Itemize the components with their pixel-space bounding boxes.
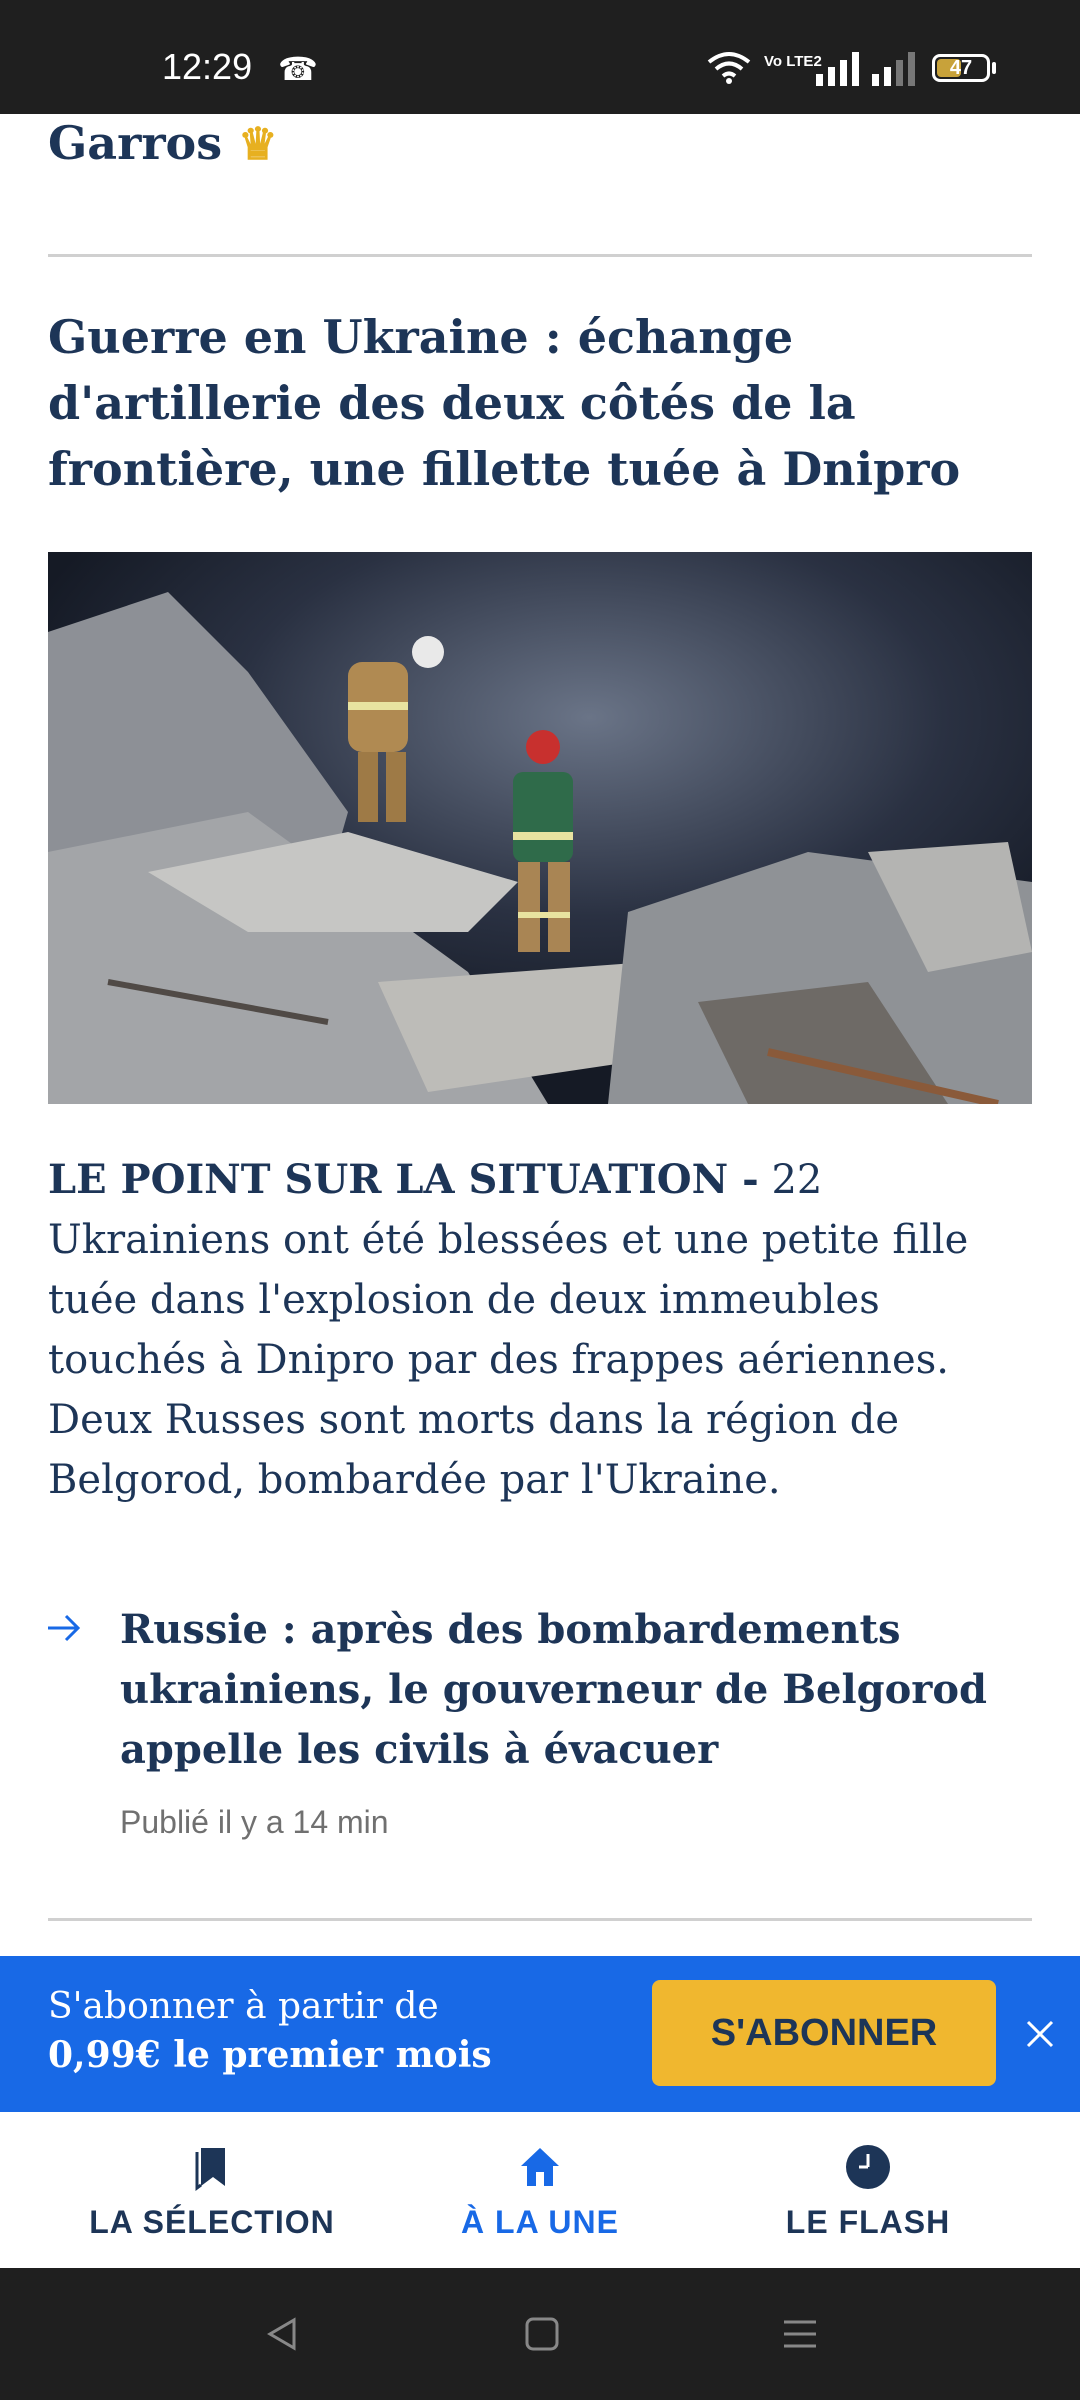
tab-label: À LA UNE <box>461 2204 619 2240</box>
previous-article-title[interactable]: Garros ♛ <box>48 116 278 170</box>
status-bar <box>0 0 1080 114</box>
article-feed[interactable] <box>0 114 1080 1956</box>
close-icon[interactable] <box>1020 2014 1060 2054</box>
divider <box>48 254 1032 257</box>
home-icon <box>515 2142 565 2192</box>
signal-icon <box>816 52 862 86</box>
article-summary[interactable] <box>48 1150 1038 1510</box>
menu-icon[interactable] <box>780 2314 820 2354</box>
tab-home[interactable] <box>360 2112 720 2268</box>
home-nav-icon[interactable] <box>522 2314 562 2354</box>
tab-label: LE FLASH <box>785 2204 951 2240</box>
system-nav-bar <box>0 2268 1080 2400</box>
banner-text: S'abonner à partir de <box>48 1986 439 2027</box>
tab-label: LA SÉLECTION <box>89 2204 335 2240</box>
banner-price: 0,99€ le premier mois <box>48 2034 492 2076</box>
tab-flash[interactable] <box>688 2112 1048 2268</box>
bottom-tab-bar <box>0 2112 1080 2268</box>
signal-icon-2 <box>872 52 918 86</box>
summary-lead: LE POINT SUR LA SITUATION - <box>48 1156 759 1203</box>
volte-label: Vo LTE2 <box>764 53 822 70</box>
subscribe-button[interactable]: S'ABONNER <box>652 1980 996 2086</box>
related-article-title[interactable]: Russie : après des bombardements ukrainiens, le gouverneur de Belgorod appelle les civils à évacuer <box>120 1606 988 1773</box>
back-icon[interactable] <box>262 2314 302 2354</box>
battery-icon <box>932 54 990 82</box>
call-icon: ☎ <box>278 51 318 87</box>
subscribe-banner <box>0 1956 1080 2112</box>
arrow-right-icon <box>44 1608 84 1648</box>
summary-text: 22 Ukrainiens ont été blessées et une petite fille tuée dans l'explosion de deux immeubles touchés à Dnipro par des frappes aériennes. Deux Russes sont morts dans la région de Belgorod, bombardée par l'Ukraine. <box>48 1157 969 1503</box>
article-photo[interactable] <box>48 552 1032 1104</box>
tab-selection[interactable] <box>32 2112 392 2268</box>
article-headline[interactable]: Guerre en Ukraine : échange d'artillerie des deux côtés de la frontière, une fillette tuée à Dnipro <box>48 310 961 496</box>
related-article-timestamp: Publié il y a 14 min <box>120 1804 389 1840</box>
premium-crown-icon: ♛ <box>238 119 278 170</box>
wifi-icon <box>706 50 752 84</box>
bookmark-icon <box>187 2142 237 2192</box>
divider <box>48 1918 1032 1921</box>
clock-icon <box>843 2142 893 2192</box>
battery-level: 47 <box>949 57 973 79</box>
status-time: 12:29 <box>162 46 253 87</box>
